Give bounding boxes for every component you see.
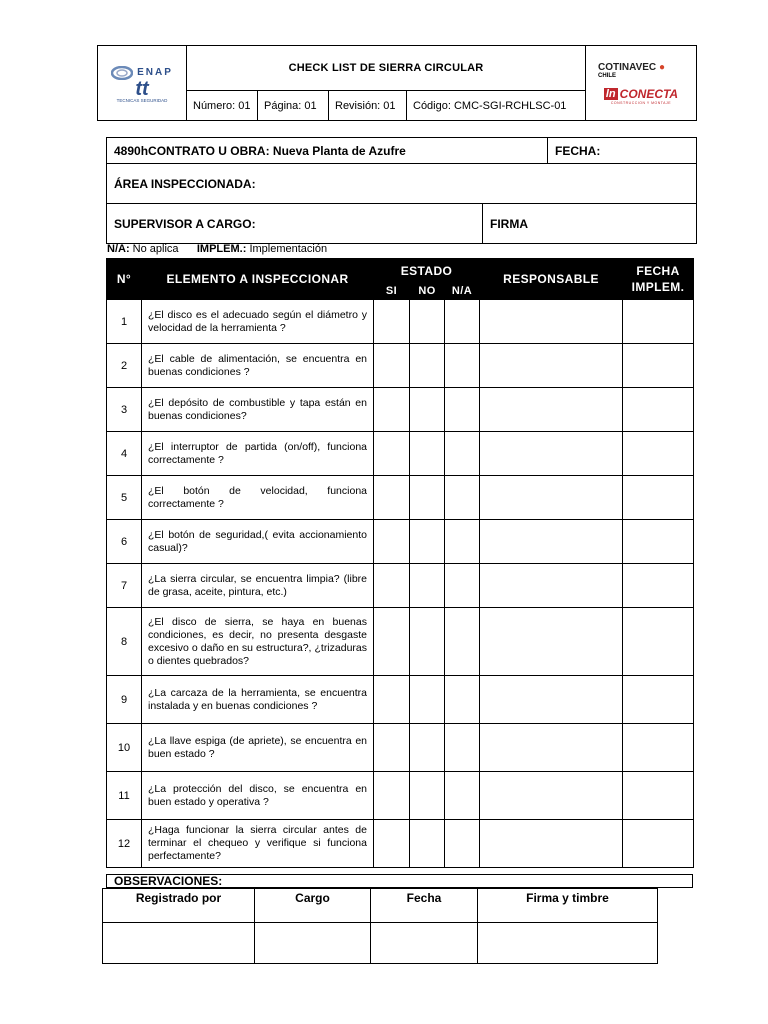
- item-number: 3: [107, 388, 142, 432]
- conecta-logo-subtext: CONSTRUCCION Y MONTAJE: [610, 100, 672, 105]
- no-checkbox-cell[interactable]: [410, 608, 445, 676]
- responsable-cell[interactable]: [480, 432, 623, 476]
- revision-field: Revisión: 01: [329, 91, 407, 121]
- numero-field: Número: 01: [187, 91, 258, 121]
- fecha-implem-cell[interactable]: [623, 344, 694, 388]
- item-number: 8: [107, 608, 142, 676]
- item-question: ¿La llave espiga (de apriete), se encuentra en buen estado ?: [142, 724, 374, 772]
- legend-na-value: No aplica: [132, 243, 179, 255]
- responsable-cell[interactable]: [480, 300, 623, 344]
- col-header-responsable: RESPONSABLE: [480, 259, 623, 300]
- fecha-implem-cell[interactable]: [623, 300, 694, 344]
- responsable-cell[interactable]: [480, 772, 623, 820]
- si-checkbox-cell[interactable]: [374, 344, 410, 388]
- codigo-field: Código: CMC-SGI-RCHLSC-01: [407, 91, 586, 121]
- checklist-row: [107, 432, 694, 476]
- item-number: 2: [107, 344, 142, 388]
- si-checkbox-cell[interactable]: [374, 820, 410, 868]
- checklist-row: [107, 520, 694, 564]
- fecha-implem-cell[interactable]: [623, 772, 694, 820]
- si-checkbox-cell[interactable]: [374, 564, 410, 608]
- na-checkbox-cell[interactable]: [445, 564, 480, 608]
- legend: [107, 243, 327, 255]
- pagina-field: Página: 01: [258, 91, 329, 121]
- no-checkbox-cell[interactable]: [410, 772, 445, 820]
- item-question: ¿La carcaza de la herramienta, se encuentra instalada y en buenas condiciones ?: [142, 676, 374, 724]
- responsable-cell[interactable]: [480, 344, 623, 388]
- legend-impl-value: Implementación: [249, 243, 328, 255]
- na-checkbox-cell[interactable]: [445, 300, 480, 344]
- col-header-na: N/A: [445, 283, 480, 300]
- no-checkbox-cell[interactable]: [410, 564, 445, 608]
- col-header-si: SI: [374, 283, 410, 300]
- registrado-por-cell[interactable]: [103, 923, 255, 964]
- item-question: ¿El disco de sierra, se haya en buenas condiciones, es decir, no presenta desgaste excesivo o daño en su estructura?, ¿trizaduras o dientes quebrados?: [142, 608, 374, 676]
- si-checkbox-cell[interactable]: [374, 772, 410, 820]
- si-checkbox-cell[interactable]: [374, 476, 410, 520]
- item-question: ¿Haga funcionar la sierra circular antes de terminar el chequeo y verifique si funciona perfectamente?: [142, 820, 374, 868]
- supervisor-field[interactable]: SUPERVISOR A CARGO:: [107, 204, 483, 244]
- cargo-cell[interactable]: [255, 923, 371, 964]
- checklist-table: [106, 258, 694, 868]
- fecha-implem-cell[interactable]: [623, 388, 694, 432]
- na-checkbox-cell[interactable]: [445, 476, 480, 520]
- fecha-implem-cell[interactable]: [623, 676, 694, 724]
- responsable-cell[interactable]: [480, 820, 623, 868]
- item-question: ¿El disco es el adecuado según el diámetro y velocidad de la herramienta ?: [142, 300, 374, 344]
- item-number: 9: [107, 676, 142, 724]
- responsable-cell[interactable]: [480, 520, 623, 564]
- registrado-por-header: Registrado por: [103, 889, 255, 923]
- fecha-implem-cell[interactable]: [623, 724, 694, 772]
- na-checkbox-cell[interactable]: [445, 432, 480, 476]
- enap-logo-subtext: TECNICAS SEGURIDAD: [116, 97, 168, 103]
- conecta-logo-text: CONECTA: [619, 86, 679, 101]
- no-checkbox-cell[interactable]: [410, 344, 445, 388]
- na-checkbox-cell[interactable]: [445, 520, 480, 564]
- item-number: 7: [107, 564, 142, 608]
- si-checkbox-cell[interactable]: [374, 520, 410, 564]
- responsable-cell[interactable]: [480, 608, 623, 676]
- col-header-no: NO: [410, 283, 445, 300]
- si-checkbox-cell[interactable]: [374, 676, 410, 724]
- checklist-row: [107, 724, 694, 772]
- item-number: 4: [107, 432, 142, 476]
- col-header-element: ELEMENTO A INSPECCIONAR: [142, 259, 374, 300]
- cotinavec-logo-subtext: CHILE: [598, 72, 616, 79]
- col-header-estado: ESTADO: [374, 259, 480, 283]
- no-checkbox-cell[interactable]: [410, 724, 445, 772]
- checklist-row: [107, 608, 694, 676]
- na-checkbox-cell[interactable]: [445, 820, 480, 868]
- fecha-implem-cell[interactable]: [623, 432, 694, 476]
- cotinavec-logo-text: COTINAVEC: [598, 61, 657, 73]
- cotinavec-flame-icon: ●: [658, 61, 665, 73]
- item-number: 6: [107, 520, 142, 564]
- na-checkbox-cell[interactable]: [445, 344, 480, 388]
- item-number: 10: [107, 724, 142, 772]
- contract-info: [106, 137, 697, 244]
- firma-timbre-cell[interactable]: [478, 923, 658, 964]
- checklist-row: [107, 676, 694, 724]
- item-number: 5: [107, 476, 142, 520]
- responsable-cell[interactable]: [480, 476, 623, 520]
- legend-na-key: N/A:: [107, 243, 130, 255]
- fecha-implem-cell[interactable]: [623, 520, 694, 564]
- fecha-implem-cell[interactable]: [623, 476, 694, 520]
- signature-table: [102, 888, 658, 964]
- checklist-row: [107, 388, 694, 432]
- responsable-cell[interactable]: [480, 676, 623, 724]
- item-question: ¿El interruptor de partida (on/off), funciona correctamente ?: [142, 432, 374, 476]
- si-checkbox-cell[interactable]: [374, 608, 410, 676]
- cargo-header: Cargo: [255, 889, 371, 923]
- tt-logo-mark: tt: [135, 77, 149, 100]
- checklist-row: [107, 344, 694, 388]
- fecha-cell[interactable]: [371, 923, 478, 964]
- si-checkbox-cell[interactable]: [374, 724, 410, 772]
- item-question: ¿El depósito de combustible y tapa están en buenas condiciones?: [142, 388, 374, 432]
- responsable-cell[interactable]: [480, 564, 623, 608]
- no-checkbox-cell[interactable]: [410, 676, 445, 724]
- na-checkbox-cell[interactable]: [445, 676, 480, 724]
- fecha-implem-cell[interactable]: [623, 820, 694, 868]
- checklist-row: [107, 476, 694, 520]
- item-question: ¿El botón de seguridad,( evita accionamiento casual)?: [142, 520, 374, 564]
- responsable-cell[interactable]: [480, 724, 623, 772]
- responsable-cell[interactable]: [480, 388, 623, 432]
- enap-logo-text: ENAP: [137, 67, 173, 78]
- si-checkbox-cell[interactable]: [374, 300, 410, 344]
- si-checkbox-cell[interactable]: [374, 388, 410, 432]
- fecha-implem-cell[interactable]: [623, 564, 694, 608]
- area-inspeccionada-field[interactable]: ÁREA INSPECCIONADA:: [107, 164, 697, 204]
- conecta-mark-icon: ln: [605, 87, 616, 100]
- no-checkbox-cell[interactable]: [410, 432, 445, 476]
- no-checkbox-cell[interactable]: [410, 820, 445, 868]
- item-question: ¿El botón de velocidad, funciona correctamente ?: [142, 476, 374, 520]
- checklist-row: [107, 820, 694, 868]
- fecha-field[interactable]: FECHA:: [548, 138, 697, 164]
- firma-field[interactable]: FIRMA: [483, 204, 697, 244]
- no-checkbox-cell[interactable]: [410, 300, 445, 344]
- checklist-row: [107, 300, 694, 344]
- no-checkbox-cell[interactable]: [410, 388, 445, 432]
- checklist-row: [107, 564, 694, 608]
- na-checkbox-cell[interactable]: [445, 388, 480, 432]
- no-checkbox-cell[interactable]: [410, 476, 445, 520]
- item-question: ¿La protección del disco, se encuentra en buen estado y operativa ?: [142, 772, 374, 820]
- item-number: 12: [107, 820, 142, 868]
- legend-impl-key: IMPLEM.:: [196, 243, 247, 255]
- observaciones-field[interactable]: OBSERVACIONES:: [106, 874, 693, 888]
- fecha-header: Fecha: [371, 889, 478, 923]
- document-title: CHECK LIST DE SIERRA CIRCULAR: [187, 46, 586, 91]
- firma-timbre-header: Firma y timbre: [478, 889, 658, 923]
- na-checkbox-cell[interactable]: [445, 772, 480, 820]
- item-question: ¿La sierra circular, se encuentra limpia? (libre de grasa, aceite, pintura, etc.): [142, 564, 374, 608]
- checklist-row: [107, 772, 694, 820]
- col-header-num: N°: [107, 259, 142, 300]
- enap-swirl-icon: [111, 66, 133, 80]
- contractor-logos: [586, 46, 697, 121]
- fecha-implem-cell[interactable]: [623, 608, 694, 676]
- enap-logo: [98, 46, 187, 121]
- contrato-label: 4890hCONTRATO U OBRA: Nueva Planta de Azufre: [107, 138, 548, 164]
- si-checkbox-cell[interactable]: [374, 432, 410, 476]
- no-checkbox-cell[interactable]: [410, 520, 445, 564]
- col-header-fecha-implem: FECHA IMPLEM.: [623, 259, 694, 300]
- document-header: [97, 45, 697, 121]
- item-question: ¿El cable de alimentación, se encuentra en buenas condiciones ?: [142, 344, 374, 388]
- na-checkbox-cell[interactable]: [445, 608, 480, 676]
- item-number: 1: [107, 300, 142, 344]
- item-number: 11: [107, 772, 142, 820]
- na-checkbox-cell[interactable]: [445, 724, 480, 772]
